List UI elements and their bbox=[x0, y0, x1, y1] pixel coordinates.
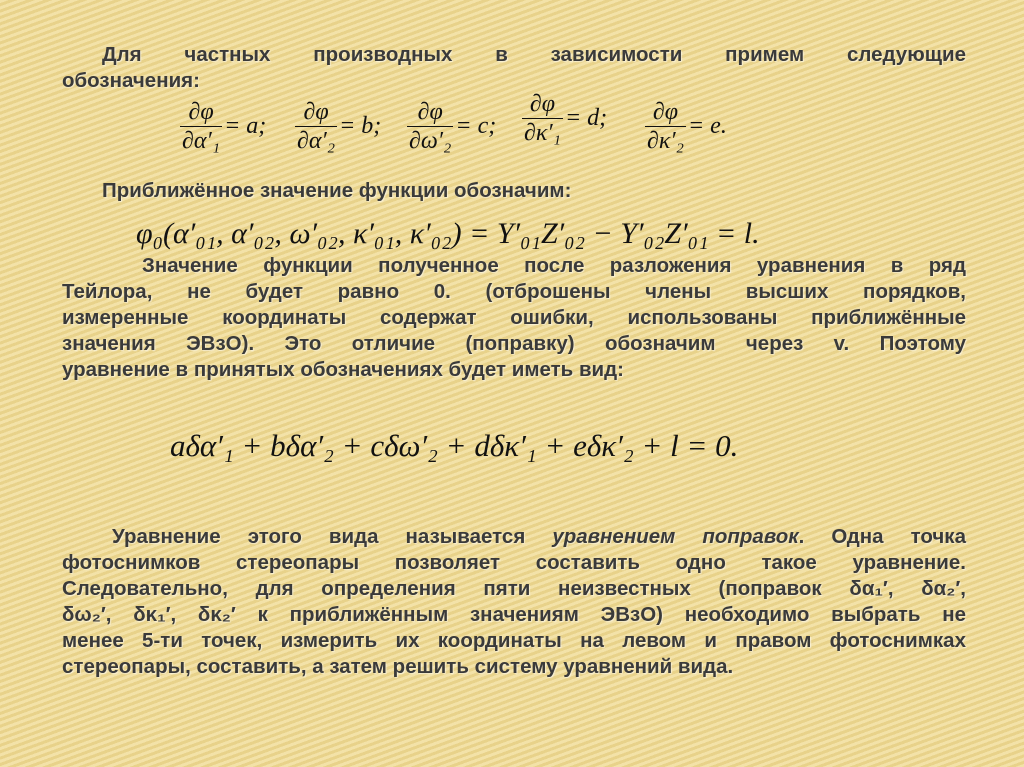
paragraph-taylor bbox=[62, 253, 966, 383]
paragraph-line: измеренные координаты содержат ошибки, использованы приближённые bbox=[62, 306, 966, 329]
emphasis-term: уравнением поправок bbox=[552, 525, 799, 548]
equation-corrections: aδα′₁ + bδα′₂ + cδω′₂ + dδκ′₁ + eδκ′₂ + l = 0. bbox=[170, 428, 739, 463]
paragraph-line: обозначения: bbox=[62, 69, 200, 92]
text-run: . Одна точка bbox=[798, 525, 966, 548]
derivative-numerator: ∂φ bbox=[645, 98, 686, 127]
paragraph-line: Приближённое значение функции обозначим: bbox=[102, 179, 572, 202]
derivative-numerator: ∂φ bbox=[180, 98, 222, 127]
derivative-numerator: ∂φ bbox=[295, 98, 337, 127]
derivative-denominator: ∂α′₂ bbox=[297, 128, 336, 154]
paragraph-line: значения ЭВзО). Это отличие (поправку) обозначим через v. Поэтому bbox=[62, 332, 966, 355]
derivative-value: = d; bbox=[564, 105, 608, 131]
derivative-denominator: ∂κ′₁ bbox=[524, 120, 561, 146]
derivative-denominator: ∂κ′₂ bbox=[647, 128, 684, 154]
derivative-e bbox=[645, 98, 727, 155]
paragraph-approx-value bbox=[62, 178, 966, 204]
derivative-value: = c; bbox=[455, 113, 497, 139]
equation-function-approx: φ₀(α′₀₁, α′₀₂, ω′₀₂, κ′₀₁, κ′₀₂) = Y′₀₁Z′₀₂ − Y′₀₂Z′₀₁ = l. bbox=[136, 217, 760, 250]
paragraph-line: δω₂′, δκ₁′, δκ₂′ к приближённым значениям ЭВзО) необходимо выбрать не bbox=[62, 603, 966, 626]
paragraph-line bbox=[62, 524, 966, 550]
derivative-numerator: ∂φ bbox=[407, 98, 453, 127]
paragraph-line: фотоснимков стереопары позволяет составить одно такое уравнение. bbox=[62, 551, 966, 574]
derivative-denominator: ∂α′₁ bbox=[182, 128, 221, 154]
paragraph-line: Следовательно, для определения пяти неизвестных (поправок δα₁′, δα₂′, bbox=[62, 577, 966, 600]
paragraph-correction-equation bbox=[62, 524, 966, 680]
text-run: Уравнение этого вида называется bbox=[112, 525, 553, 548]
paragraph-line: Для частных производных в зависимости примем следующие bbox=[102, 43, 966, 66]
derivative-value: = b; bbox=[339, 113, 382, 139]
paragraph-line: стереопары, составить, а затем решить систему уравнений вида. bbox=[62, 655, 734, 678]
derivative-c bbox=[407, 98, 496, 155]
paragraph-line: менее 5-ти точек, измерить их координаты на левом и правом фотоснимках bbox=[62, 629, 966, 652]
derivative-value: = a; bbox=[224, 113, 267, 139]
derivative-numerator: ∂φ bbox=[522, 90, 563, 119]
derivative-denominator: ∂ω′₂ bbox=[409, 128, 452, 154]
paragraph-line: уравнение в принятых обозначениях будет иметь вид: bbox=[62, 358, 624, 381]
paragraph-notation-intro bbox=[62, 42, 966, 94]
derivative-b bbox=[295, 98, 381, 155]
derivative-d bbox=[522, 90, 607, 147]
paragraph-line: Тейлора, не будет равно 0. (отброшены члены высших порядков, bbox=[62, 280, 966, 303]
paragraph-line: Значение функции полученное после разложения уравнения в ряд bbox=[142, 254, 966, 277]
derivative-a bbox=[180, 98, 266, 155]
derivative-value: = e. bbox=[687, 113, 727, 139]
